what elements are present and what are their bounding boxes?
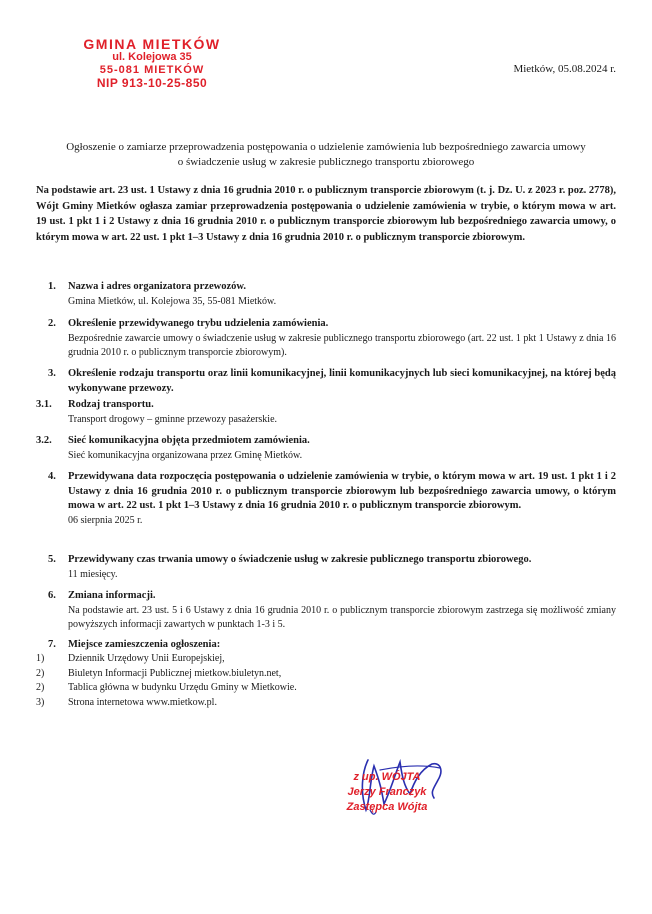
section-number: 7. bbox=[48, 639, 56, 650]
signature-name: Jerzy Franczyk bbox=[347, 786, 427, 798]
section-2 bbox=[36, 317, 616, 361]
municipality-stamp bbox=[62, 38, 242, 90]
section-number: 5. bbox=[48, 554, 56, 565]
section-number: 2. bbox=[48, 318, 56, 329]
list-item-number: 3) bbox=[36, 696, 45, 708]
section-6 bbox=[36, 589, 616, 633]
section-body: Transport drogowy – gminne przewozy pasażerskie. bbox=[68, 413, 278, 425]
stamp-city: 55-081 MIETKÓW bbox=[99, 64, 205, 76]
stamp-street: ul. Kolejowa 35 bbox=[112, 51, 192, 63]
section-body: 11 miesięcy. bbox=[68, 568, 118, 580]
section-heading: Zmiana informacji. bbox=[68, 590, 156, 601]
section-number: 3. bbox=[48, 368, 56, 379]
list-item-text: Dziennik Urzędowy Unii Europejskiej, bbox=[68, 653, 225, 664]
section-number: 1. bbox=[48, 281, 56, 292]
section-heading: Określenie przewidywanego trybu udzielenia zamówienia. bbox=[68, 318, 329, 329]
list-item bbox=[36, 681, 616, 696]
section-number: 6. bbox=[48, 590, 56, 601]
section-heading: Przewidywany czas trwania umowy o świadczenie usług w zakresie publicznego transportu zbiorowego. bbox=[68, 554, 532, 565]
section-number: 3.1. bbox=[36, 399, 52, 410]
list-item-text: Biuletyn Informacji Publicznej mietkow.biuletyn.net, bbox=[68, 667, 282, 679]
stamp-name: GMINA MIETKÓW bbox=[83, 36, 221, 52]
section-7 bbox=[36, 638, 616, 653]
document-title bbox=[34, 140, 618, 170]
section-body: 06 sierpnia 2025 r. bbox=[68, 514, 143, 526]
section-body: Gmina Mietków, ul. Kolejowa 35, 55-081 Mietków. bbox=[68, 295, 277, 307]
intro-paragraph: Na podstawie art. 23 ust. 1 Ustawy z dnia 16 grudnia 2010 r. o publicznym transporcie zbiorowym (t. j. Dz. U. z 2023 r. poz. 2778), Wójt Gminy Mietków ogłasza zamiar przeprowadzenia postępowania o udzielenie zamówienia w trybie, o którym mowa w art. 19 ust. 1 pkt 1 i 2 Ustawy z dnia 16 grudnia 2010 r. o publicznym transporcie zbiorowym lub bezpośredniego zawarcia umowy, o którym mowa w art. 22 ust. 1 pkt 1–3 Ustawy z dnia 16 grudnia 2010 r. o publicznym transporcie zbiorowym. bbox=[36, 185, 616, 243]
signature-stamp bbox=[312, 770, 462, 815]
section-3-2 bbox=[36, 434, 616, 463]
signature-role: Zastępca Wójta bbox=[346, 801, 428, 813]
section-number: 4. bbox=[48, 471, 56, 482]
section-5 bbox=[36, 553, 616, 582]
section-4 bbox=[36, 470, 616, 528]
list-item bbox=[36, 667, 616, 682]
publication-places-list bbox=[36, 652, 616, 710]
section-3 bbox=[36, 367, 616, 396]
section-number: 3.2. bbox=[36, 435, 52, 446]
section-heading: Rodzaj transportu. bbox=[68, 399, 154, 410]
title-line-1: Ogłoszenie o zamiarze przeprowadzenia postępowania o udzielenie zamówienia lub bezpośredniego zawarcia umowy bbox=[66, 141, 586, 153]
document-date: Mietków, 05.08.2024 r. bbox=[513, 63, 616, 75]
section-body: Sieć komunikacyjna organizowana przez Gminę Mietków. bbox=[68, 449, 303, 461]
list-item bbox=[36, 696, 616, 711]
list-item-text: Strona internetowa www.mietkow.pl. bbox=[68, 696, 217, 708]
section-heading: Miejsce zamieszczenia ogłoszenia: bbox=[68, 639, 221, 650]
list-item-number: 2) bbox=[36, 682, 45, 693]
section-heading: Nazwa i adres organizatora przewozów. bbox=[68, 281, 246, 292]
section-1 bbox=[36, 280, 616, 309]
section-body: Na podstawie art. 23 ust. 5 i 6 Ustawy z dnia 16 grudnia 2010 r. o publicznym transporcie zbiorowym zastrzega się możliwość zmiany powyższych informacji zawartych w punktach 1-3 i 5. bbox=[68, 604, 616, 630]
section-heading: Sieć komunikacyjna objęta przedmiotem zamówienia. bbox=[68, 435, 310, 446]
list-item-text: Tablica główna w budynku Urzędu Gminy w Mietkowie. bbox=[68, 682, 297, 693]
signature-authority: z up. WÓJTA bbox=[353, 771, 421, 783]
title-line-2: o świadczenie usług w zakresie publicznego transportu zbiorowego bbox=[177, 156, 475, 168]
section-heading: Określenie rodzaju transportu oraz linii komunikacyjnej, linii komunikacyjnych lub sieci komunikacyjnej, na której będą wykonywane przewozy. bbox=[68, 368, 616, 394]
section-body: Bezpośrednie zawarcie umowy o świadczenie usług w zakresie publicznego transportu zbiorowego (art. 22 ust. 1 pkt 1 Ustawy z dnia 16 grudnia 2010 r. o publicznym transporcie zbiorowym). bbox=[68, 332, 616, 358]
stamp-nip: NIP 913-10-25-850 bbox=[96, 76, 208, 90]
list-item bbox=[36, 652, 616, 667]
list-item-number: 2) bbox=[36, 667, 45, 679]
section-heading: Przewidywana data rozpoczęcia postępowania o udzielenie zamówienia w trybie, o którym mowa w art. 19 ust. 1 pkt 1 i 2 Ustawy z dnia 16 grudnia 2010 r. o publicznym transporcie zbiorowym lub bezpośredniego zawarcia umowy, o którym mowa w art. 22 ust. 1 pkt 1–3 Ustawy z dnia 16 grudnia 2010 r. o publicznym transporcie zbiorowym. bbox=[68, 471, 616, 511]
section-3-1 bbox=[36, 398, 616, 427]
list-item-number: 1) bbox=[36, 653, 45, 664]
